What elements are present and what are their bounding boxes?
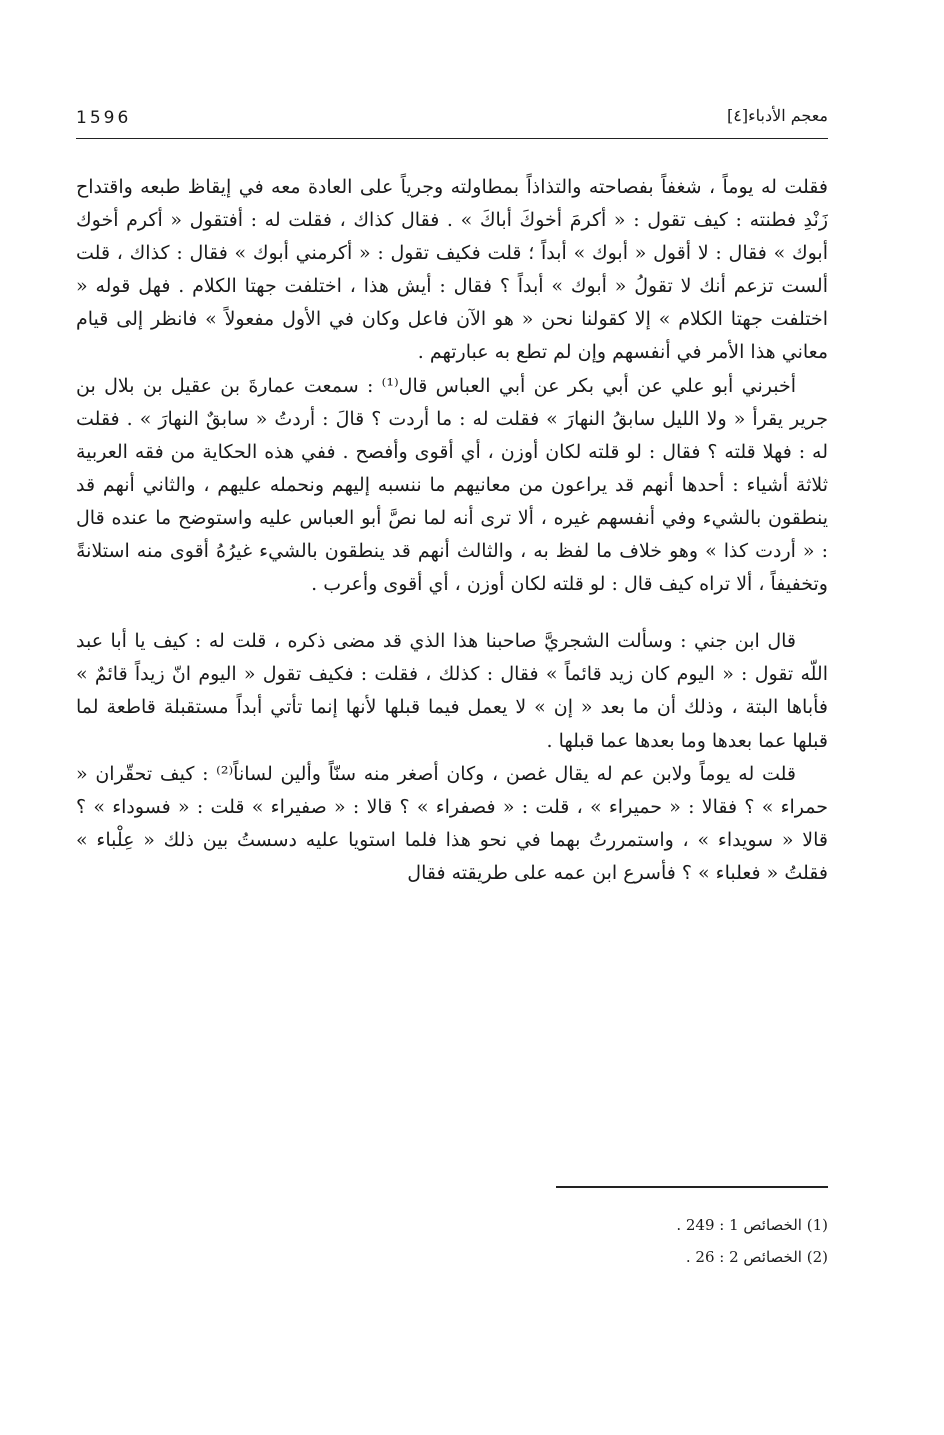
main-text	[76, 171, 828, 890]
paragraph-1: فقلت له يوماً ، شغفاً بفصاحته والتذاذاً بمطاولته وجرياً على العادة معه في إيقاظ طبعه واقتداح زَنْدِ فطنته : كيف تقول : « أكرمَ أخوكَ أباكَ » . فقال كذاك ، فقلت له : أفتقول « أكرم أخوك أبوك » فقال : لا أقول « أبوك » أبداً ؛ قلت فكيف تقول : « أكرمني أبوك » فقال : كذاك ، قلت ألست تزعم أنك لا تقولُ « أبوك » أبداً ؟ فقال : أيش هذا ، اختلفت جهتا الكلام . فهل قوله « اختلفت جهتا الكلام » إلا كقولنا نحن « هو الآن فاعل وكان في الأول مفعولاً » فانظر إلى قيام معاني هذا الأمر في أنفسهم وإن لم تطع به عبارتهم .	[76, 176, 828, 364]
footnotes	[76, 1209, 828, 1273]
paragraph-2: أخبرني أبو علي عن أبي بكر عن أبي العباس قال⁽¹⁾ : سمعت عمارةَ بن عقيل بن بلال بن جرير يقرأ « ولا الليل سابقُ النهارَ » فقلت له : ما أردت ؟ قالَ : أردتُ « سابقٌ النهارَ » . فقلت له : فهلا قلته ؟ فقال : لو قلته لكان أوزن ، أي أقوى وأفصح . ففي هذه الحكاية من فقه العربية ثلاثة أشياء : أحدها أنهم قد يراعون من معانيهم ما ننسبه إليهم ونحمله عليهم ، والثاني أنهم قد ينطقون بالشيء وفي أنفسهم غيره ، ألا ترى أنه لما نصَّ أبو العباس عليه واستوضح ما عنده قال : « أردت كذا » وهو خلاف ما لفظ به ، والثالث أنهم قد ينطقون بالشيء غيرُهُ أقوى منه استلانةً وتخفيفاً ، ألا تراه كيف قال : لو قلته لكان أوزن ، أي أقوى وأعرب .	[76, 374, 828, 596]
footnote-divider	[556, 1186, 828, 1188]
footnote-2: (2) الخصائص 2 : 26 .	[685, 1248, 828, 1266]
paragraph-4: قلت له يوماً ولابن عم له يقال غصن ، وكان أصغر منه سنّاً وألين لساناً⁽²⁾ : كيف تحقّران « حمراء » ؟ فقالا : « حميراء » ، قلت : « فصفراء » ؟ قالا : « صفيراء » قلت : « فسوداء » ؟ قالا « سويداء » ، واستمررتُ بهما في نحو هذا فلما استويا عليه دسستُ بين ذلك « عِلْباء » فقلتُ « فعلباء » ؟ فأسرع ابن عمه على طريقته فقال	[76, 762, 828, 884]
page-number: 1596	[76, 108, 132, 128]
header-divider	[76, 138, 828, 139]
page-header	[76, 104, 828, 134]
running-title: معجم الأدباء[٤]	[727, 106, 828, 125]
footnote-1: (1) الخصائص 1 : 249 .	[676, 1216, 828, 1234]
paragraph-3: قال ابن جني : وسألت الشجريَّ صاحبنا هذا الذي قد مضى ذكره ، قلت له : كيف يا أبا عبد اللّه تقول : « اليوم كان زيد قائماً » فقال : كذلك ، فقلت : فكيف تقول « اليوم انّ زيداً قائمٌ » فأباها البتة ، وذلك أن ما بعد « إن » لا يعمل فيما قبلها لأنها إنما تأتي أبداً مستقبلة قاطعة لما قبلها عما بعدها وما بعدها عما قبلها .	[76, 630, 828, 752]
